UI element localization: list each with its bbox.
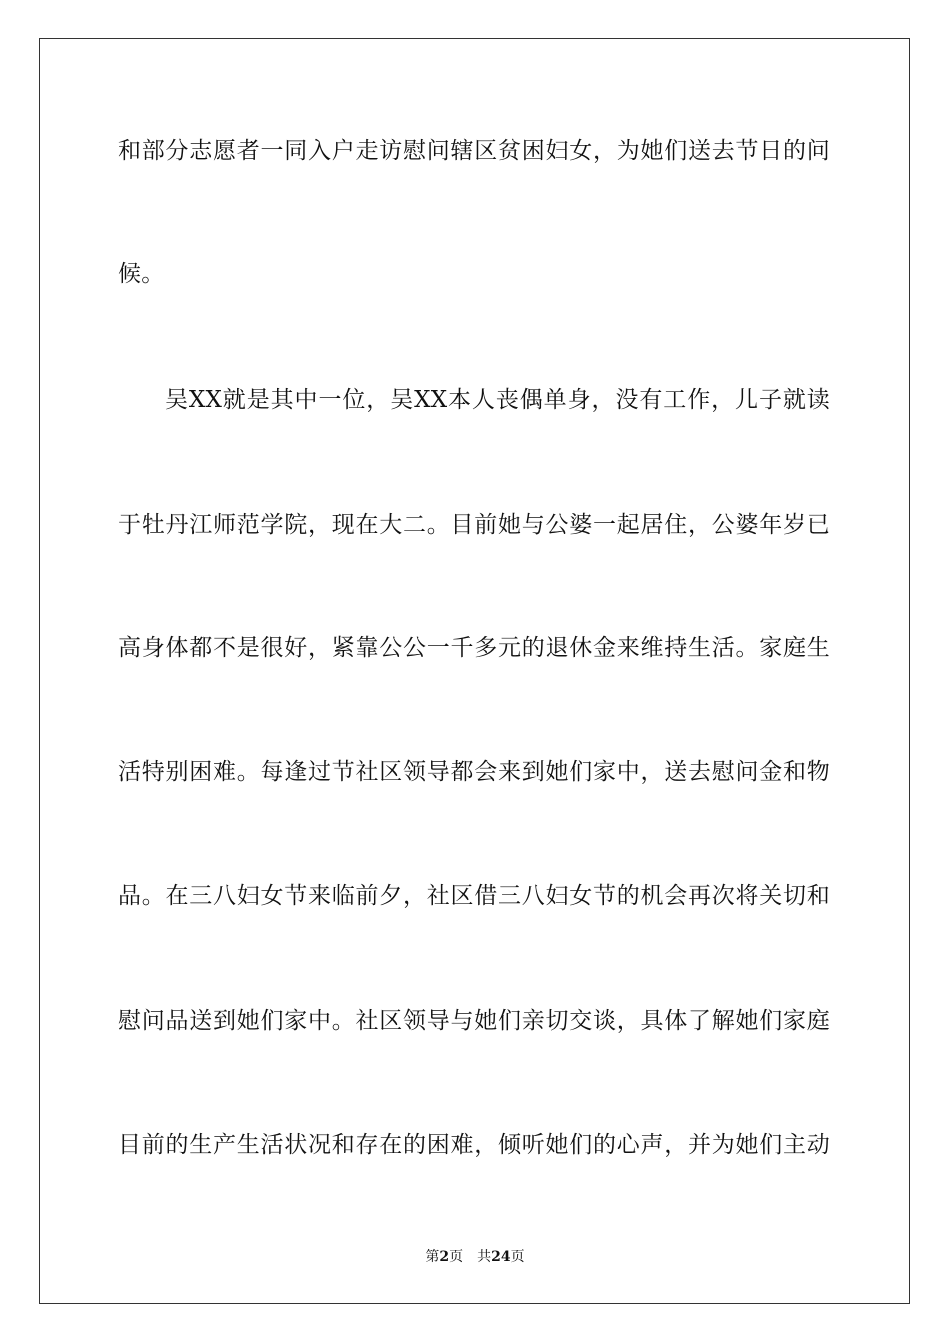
text-line: 目前的生产生活状况和存在的困难，倾听她们的心声，并为她们主动: [118, 1132, 830, 1158]
page-frame: [39, 38, 910, 1304]
text-line: 高身体都不是很好，紧靠公公一千多元的退休金来维持生活。家庭生: [118, 635, 830, 661]
page-prefix: 第: [425, 1249, 440, 1265]
page-suffix: 页: [449, 1249, 464, 1265]
text-line: 吴XX就是其中一位，吴XX本人丧偶单身，没有工作，儿子就读: [165, 387, 830, 413]
text-line: 于牡丹江师范学院，现在大二。目前她与公婆一起居住，公婆年岁已: [118, 512, 830, 538]
total-prefix: 共: [477, 1249, 492, 1265]
total-suffix: 页: [510, 1249, 525, 1265]
text-line: 活特别困难。每逢过节社区领导都会来到她们家中，送去慰问金和物: [118, 759, 830, 785]
total-pages: 24: [491, 1249, 511, 1265]
text-line: 品。在三八妇女节来临前夕，社区借三八妇女节的机会再次将关切和: [118, 883, 830, 909]
text-line: 和部分志愿者一同入户走访慰问辖区贫困妇女，为她们送去节日的问: [118, 138, 830, 164]
text-line: 慰问品送到她们家中。社区领导与她们亲切交谈，具体了解她们家庭: [118, 1008, 830, 1034]
text-line: 候。: [118, 261, 165, 287]
page-footer: [0, 1248, 950, 1266]
page-number: 2: [439, 1249, 450, 1265]
